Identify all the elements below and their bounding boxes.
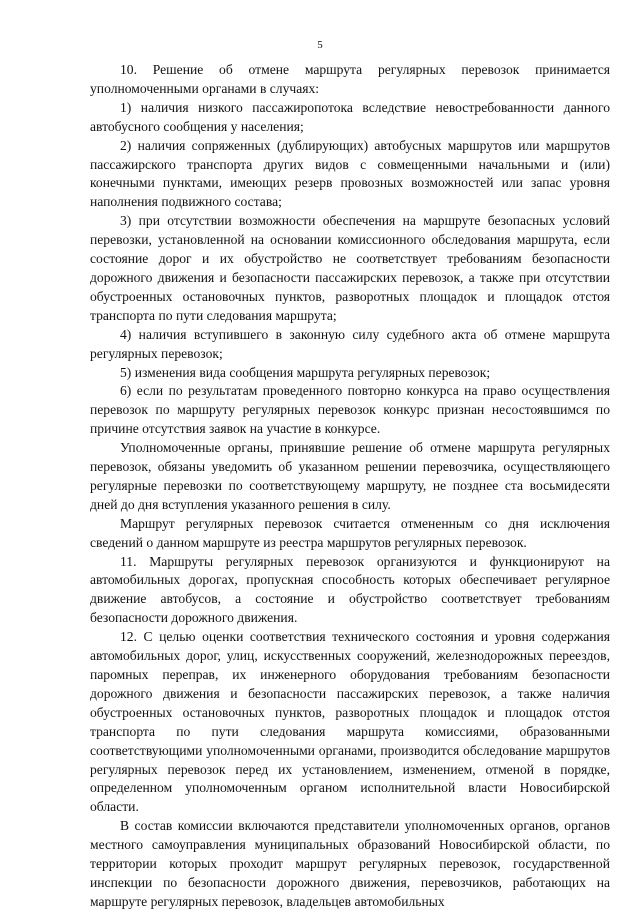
paragraph-item-6: 6) если по результатам проведенного повторно конкурса на право осуществления перевозок по маршруту регулярных перевозок конкурс признан несостоявшимся по причине отсутствия заявок на участие в конкурсе. xyxy=(90,383,610,437)
paragraph-12: 12. С целью оценки соответствия технического состояния и уровня содержания автомобильных дорог, улиц, искусственных сооружений, железнодорожных переездов, паромных переправ, их инженерного оборудования требованиям безопасности дорожного движения и безопасности пассажирских перевозок, а также наличия обустроенных остановочных пунктов, разворотных площадок и площадок отстоя транспорта по пути следования маршрута комиссиями, образованными соответствующими уполномоченными органами, производится обследование маршрутов регулярных перевозок перед их установлением, изменением, отменой в порядке, определенном уполномоченным органом исполнительной власти Новосибирской области. xyxy=(90,629,610,815)
document-body xyxy=(90,61,610,912)
page-number: 5 xyxy=(317,39,323,51)
paragraph-item-4: 4) наличия вступившего в законную силу судебного акта об отмене маршрута регулярных перевозок; xyxy=(90,326,610,361)
paragraph-item-2: 2) наличия сопряженных (дублирующих) автобусных маршрутов или маршрутов пассажирского транспорта других видов с совмещенными начальными и (или) конечными пунктами, имеющих резерв провозных возможностей или запас уровня наполнения подвижного состава; xyxy=(90,137,610,210)
paragraph-item-5: 5) изменения вида сообщения маршрута регулярных перевозок; xyxy=(120,364,491,380)
paragraph-item-3: 3) при отсутствии возможности обеспечения на маршруте безопасных условий перевозки, установленной на основании комиссионного обследования маршрута, если состояние дорог и их обустройство не соответствует требованиям безопасности дорожного движения и безопасности пассажирских перевозок, а также при отсутствии обустроенных остановочных пунктов, разворотных площадок и площадок отстоя транспорта по пути следования маршрута; xyxy=(90,213,610,323)
paragraph-commission: В состав комиссии включаются представители уполномоченных органов, органов местного самоуправления муниципальных образований Новосибирской области, по территории которых проходит маршрут регулярных перевозок, государственной инспекции по безопасности дорожного движения, перевозчиков, работающих на маршруте регулярных перевозок, владельцев автомобильных xyxy=(90,818,610,909)
paragraph-notification: Уполномоченные органы, принявшие решение об отмене маршрута регулярных перевозок, обязаны уведомить об указанном решении перевозчика, осуществляющего регулярные перевозки по соответствующему маршруту, не позднее ста восьмидесяти дней до дня вступления указанного решения в силу. xyxy=(90,440,610,512)
paragraph-10-intro: 10. Решение об отмене маршрута регулярных перевозок принимается уполномоченными органами в случаях: xyxy=(90,62,610,96)
paragraph-11: 11. Маршруты регулярных перевозок организуются и функционируют на автомобильных дорогах, пропускная способность которых обеспечивает регулярное движение автобусов, а состояние и обустройство соответствует требованиям безопасности дорожного движения. xyxy=(90,553,610,626)
paragraph-item-1: 1) наличия низкого пассажиропотока вследствие невостребованности данного автобусного сообщения у населения; xyxy=(90,99,610,134)
paragraph-route-cancelled: Маршрут регулярных перевозок считается отмененным со дня исключения сведений о данном маршруте из реестра маршрутов регулярных перевозок. xyxy=(90,515,610,550)
